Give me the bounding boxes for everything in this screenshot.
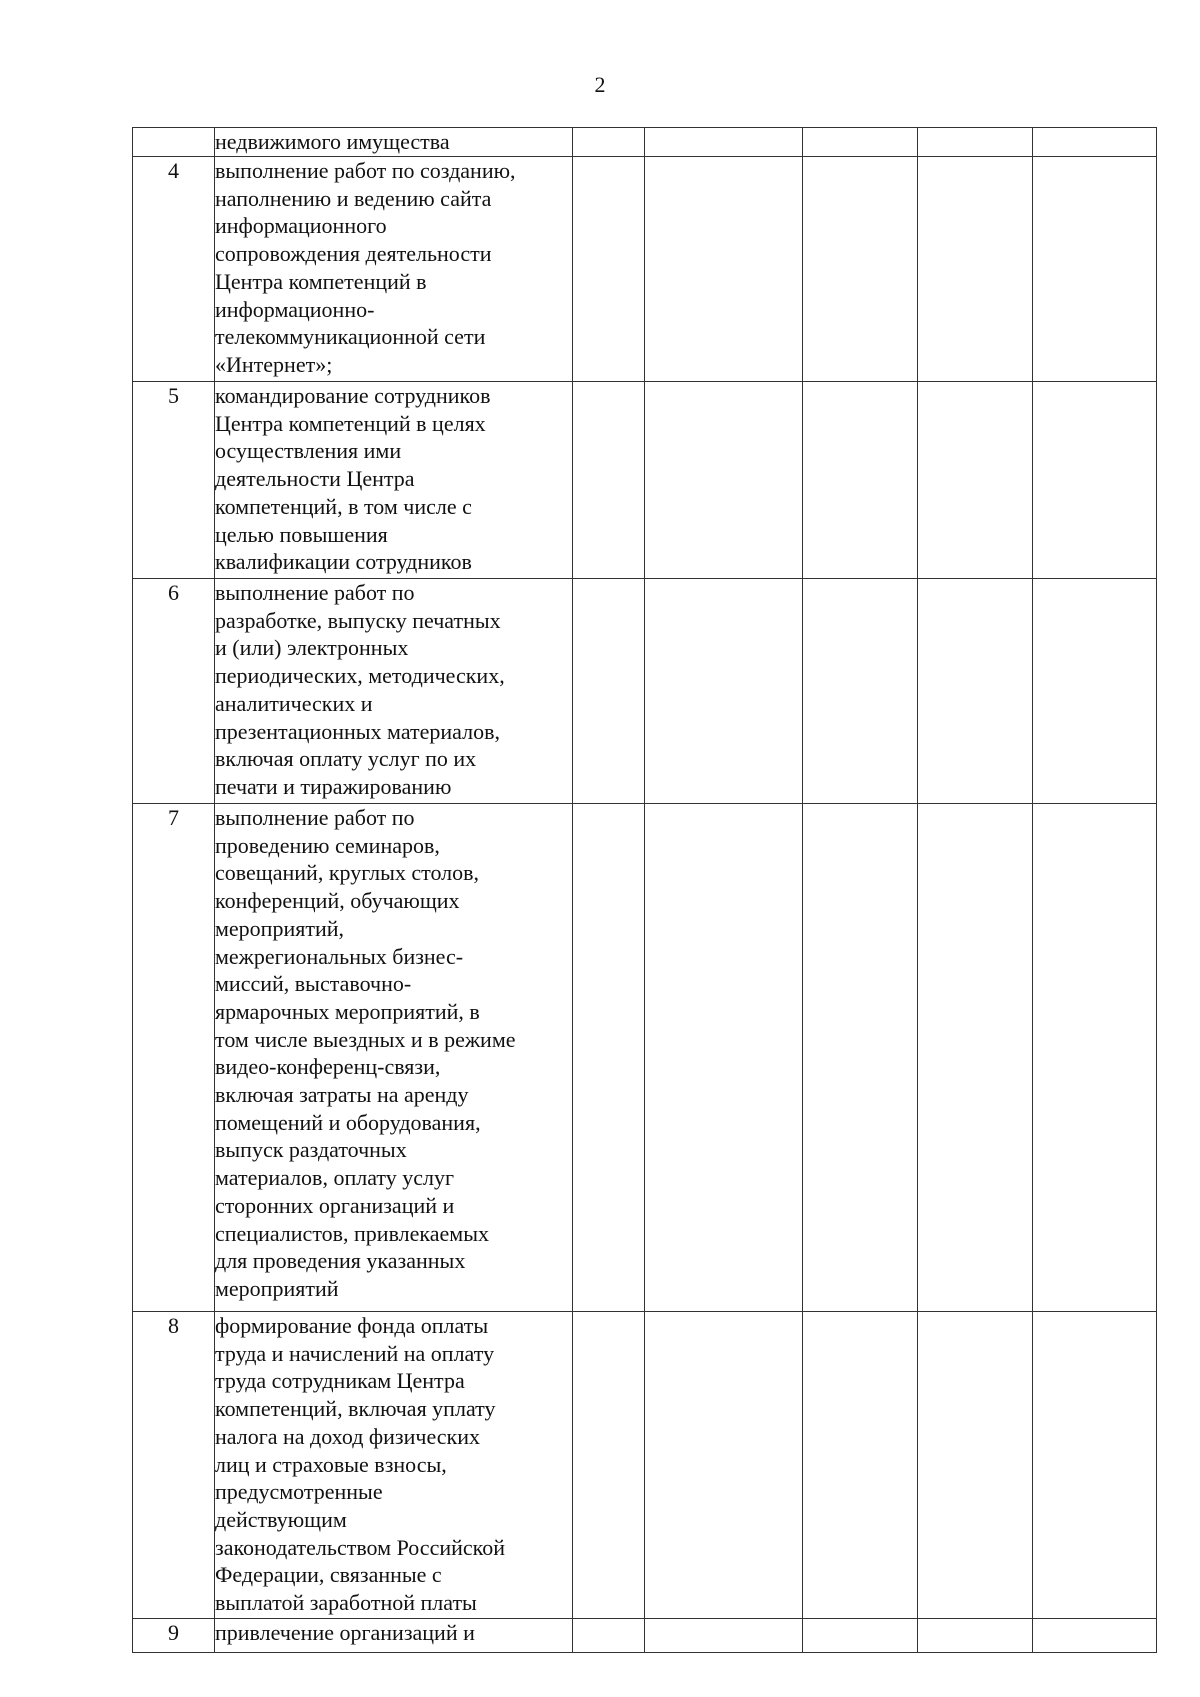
empty-value-cell bbox=[573, 128, 645, 157]
empty-value-cell bbox=[573, 804, 645, 1312]
description-line: ярмарочных мероприятий, в bbox=[215, 998, 480, 1024]
description-line: аналитических и bbox=[215, 690, 373, 716]
empty-value-cell bbox=[573, 1619, 645, 1653]
table-row bbox=[133, 128, 1157, 157]
description-line: предусмотренные bbox=[215, 1479, 383, 1505]
description-line: командирование сотрудников bbox=[215, 383, 491, 408]
row-description-cell bbox=[215, 804, 573, 1312]
description-line: и (или) электронных bbox=[215, 635, 409, 661]
row-description-cell bbox=[215, 157, 573, 382]
row-number-cell: 5 bbox=[133, 382, 215, 579]
row-description-cell bbox=[215, 579, 573, 804]
empty-value-cell bbox=[645, 1312, 803, 1619]
description-line: печати и тиражированию bbox=[215, 773, 452, 799]
description-line: видео-конференц-связи, bbox=[215, 1054, 441, 1080]
description-line: совещаний, круглых столов, bbox=[215, 860, 480, 886]
empty-value-cell bbox=[1033, 157, 1157, 382]
description-line: выполнение работ по bbox=[215, 580, 415, 605]
description-line: выполнение работ по bbox=[215, 805, 415, 830]
description-line: компетенций, в том числе с bbox=[215, 493, 472, 519]
description-line: межрегиональных бизнес- bbox=[215, 943, 464, 969]
description-line: для проведения указанных bbox=[215, 1248, 466, 1274]
empty-value-cell bbox=[803, 157, 918, 382]
empty-value-cell bbox=[645, 157, 803, 382]
empty-value-cell bbox=[918, 1619, 1033, 1653]
empty-value-cell bbox=[1033, 579, 1157, 804]
table-row bbox=[133, 804, 1157, 1312]
description-line: наполнению и ведению сайта bbox=[215, 185, 492, 211]
empty-value-cell bbox=[1033, 804, 1157, 1312]
description-line: включая оплату услуг по их bbox=[215, 746, 477, 772]
empty-value-cell bbox=[1033, 1312, 1157, 1619]
table-row bbox=[133, 157, 1157, 382]
description-line: выплатой заработной платы bbox=[215, 1590, 477, 1616]
table-row bbox=[133, 579, 1157, 804]
description-line: «Интернет»; bbox=[215, 351, 333, 377]
description-line: разработке, выпуску печатных bbox=[215, 607, 501, 633]
description-line: помещений и оборудования, bbox=[215, 1109, 481, 1135]
description-line: том числе выездных и в режиме bbox=[215, 1026, 516, 1052]
table-row bbox=[133, 1619, 1157, 1653]
description-line: труда сотрудникам Центра bbox=[215, 1368, 465, 1394]
row-description-cell bbox=[215, 1619, 573, 1653]
empty-value-cell bbox=[918, 804, 1033, 1312]
description-line: презентационных материалов, bbox=[215, 718, 501, 744]
empty-value-cell bbox=[803, 1619, 918, 1653]
description-line: телекоммуникационной сети bbox=[215, 324, 486, 350]
description-line: проведению семинаров, bbox=[215, 832, 440, 858]
table-row bbox=[133, 1312, 1157, 1619]
empty-value-cell bbox=[803, 128, 918, 157]
description-line: сопровождения деятельности bbox=[215, 241, 492, 267]
description-line: информационного bbox=[215, 213, 387, 239]
page-number: 2 bbox=[594, 72, 606, 97]
empty-value-cell bbox=[918, 382, 1033, 579]
description-line: Центра компетенций в bbox=[215, 268, 427, 294]
description-line: законодательством Российской bbox=[215, 1534, 505, 1560]
empty-value-cell bbox=[1033, 128, 1157, 157]
description-line: выполнение работ по созданию, bbox=[215, 158, 516, 183]
empty-value-cell bbox=[918, 128, 1033, 157]
description-line: труда и начислений на оплату bbox=[215, 1340, 495, 1366]
row-description-cell bbox=[215, 128, 573, 157]
empty-value-cell bbox=[645, 382, 803, 579]
description-line: квалификации сотрудников bbox=[215, 549, 472, 575]
description-line: конференций, обучающих bbox=[215, 888, 460, 914]
description-line: действующим bbox=[215, 1506, 347, 1532]
description-line: мероприятий bbox=[215, 1275, 339, 1301]
description-line: целью повышения bbox=[215, 521, 388, 547]
description-line: миссий, выставочно- bbox=[215, 971, 412, 997]
empty-value-cell bbox=[573, 157, 645, 382]
empty-value-cell bbox=[803, 382, 918, 579]
description-line: мероприятий, bbox=[215, 915, 345, 941]
description-line: выпуск раздаточных bbox=[215, 1137, 407, 1163]
empty-value-cell bbox=[573, 382, 645, 579]
description-line: включая затраты на аренду bbox=[215, 1082, 469, 1108]
empty-value-cell bbox=[645, 1619, 803, 1653]
description-line: привлечение организаций и bbox=[215, 1620, 475, 1645]
row-number-cell: 9 bbox=[133, 1619, 215, 1653]
empty-value-cell bbox=[918, 157, 1033, 382]
row-number-cell: 4 bbox=[133, 157, 215, 382]
empty-value-cell bbox=[803, 1312, 918, 1619]
table-row bbox=[133, 382, 1157, 579]
description-line: периодических, методических, bbox=[215, 663, 505, 689]
empty-value-cell bbox=[1033, 1619, 1157, 1653]
description-line: Федерации, связанные с bbox=[215, 1562, 442, 1588]
description-line: специалистов, привлекаемых bbox=[215, 1220, 490, 1246]
empty-value-cell bbox=[803, 804, 918, 1312]
expense-table bbox=[132, 127, 1157, 1653]
row-number-cell: 6 bbox=[133, 579, 215, 804]
empty-value-cell bbox=[1033, 382, 1157, 579]
description-line: лиц и страховые взносы, bbox=[215, 1451, 447, 1477]
row-number-cell: 7 bbox=[133, 804, 215, 1312]
row-number-cell: 8 bbox=[133, 1312, 215, 1619]
row-number-cell bbox=[133, 128, 215, 157]
empty-value-cell bbox=[573, 1312, 645, 1619]
empty-value-cell bbox=[645, 128, 803, 157]
empty-value-cell bbox=[645, 579, 803, 804]
row-description-cell bbox=[215, 1312, 573, 1619]
empty-value-cell bbox=[918, 579, 1033, 804]
description-line: компетенций, включая уплату bbox=[215, 1396, 496, 1422]
row-description-cell bbox=[215, 382, 573, 579]
description-line: материалов, оплату услуг bbox=[215, 1165, 454, 1191]
empty-value-cell bbox=[573, 579, 645, 804]
description-line: недвижимого имущества bbox=[215, 129, 450, 154]
empty-value-cell bbox=[645, 804, 803, 1312]
description-line: Центра компетенций в целях bbox=[215, 410, 486, 436]
description-line: информационно- bbox=[215, 296, 375, 322]
description-line: сторонних организаций и bbox=[215, 1192, 455, 1218]
empty-value-cell bbox=[918, 1312, 1033, 1619]
description-line: налога на доход физических bbox=[215, 1423, 480, 1449]
description-line: осуществления ими bbox=[215, 438, 402, 464]
description-line: формирование фонда оплаты bbox=[215, 1313, 489, 1338]
description-line: деятельности Центра bbox=[215, 466, 415, 492]
empty-value-cell bbox=[803, 579, 918, 804]
